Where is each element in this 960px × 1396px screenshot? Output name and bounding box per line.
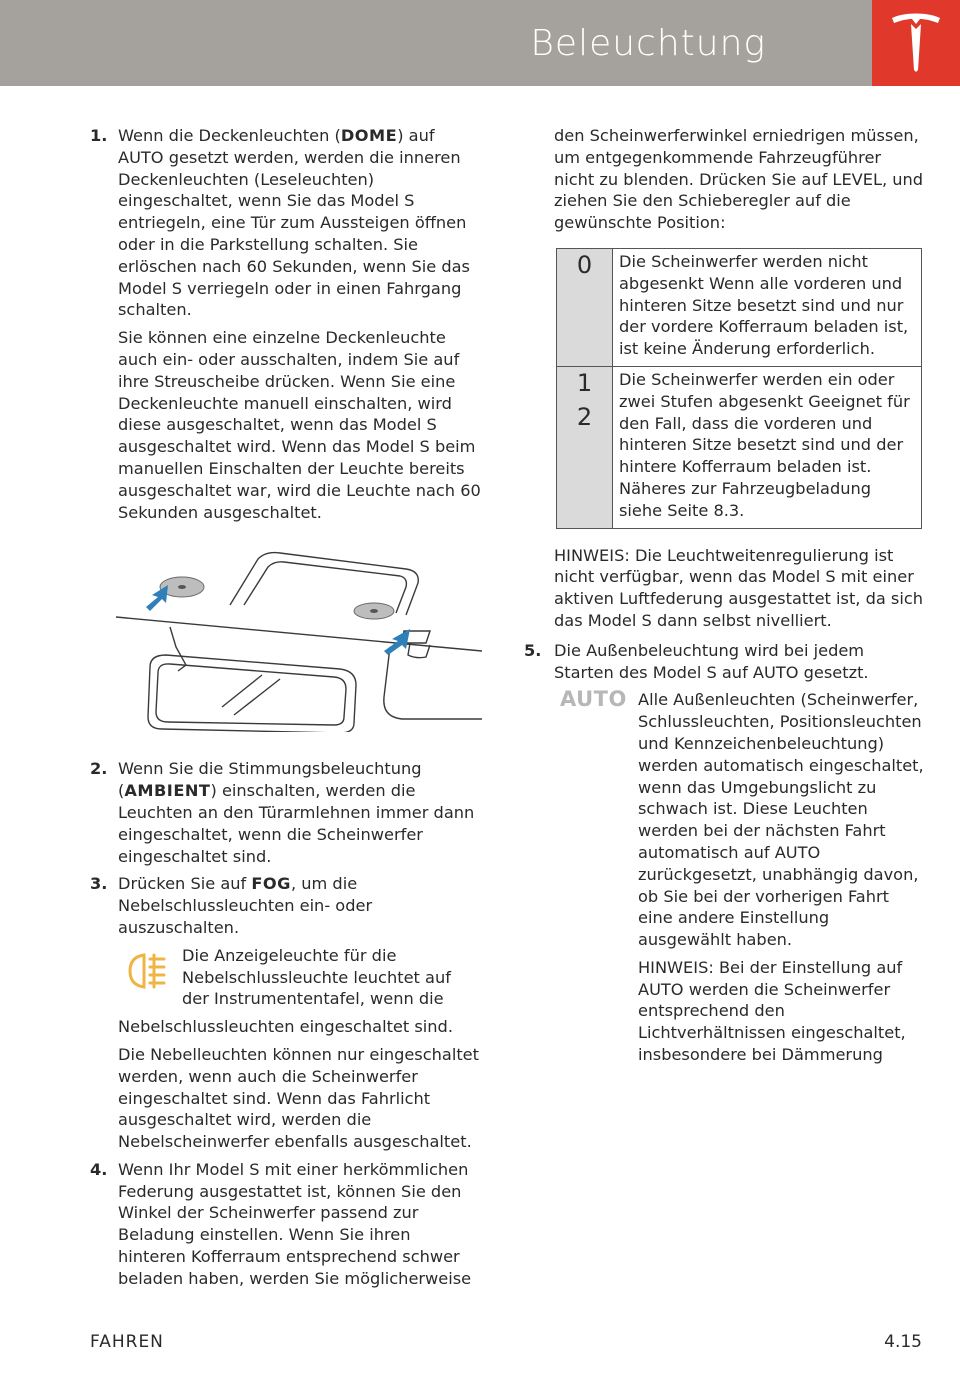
left-column (90, 125, 482, 1296)
item-number: 3. (90, 874, 108, 894)
table-row (557, 366, 922, 528)
note-text: HINWEIS: Die Leuchtweitenregulierung ist nicht verfügbar, wenn das Model S mit einer aktiven Luftfederung ausgestattet ist, da sich das Model S dann selbst nivelliert. (554, 545, 924, 630)
header-band (0, 0, 872, 86)
fog-note-text-cont: Nebelschlussleuchten eingeschaltet sind. (118, 1017, 453, 1037)
item-number: 2. (90, 759, 108, 779)
level-symbol: 2 (576, 402, 593, 431)
text-post: ) einschalten, werden die Leuchten an den Türarmlehnen immer dann eingeschaltet, wenn die Scheinwerfer eingeschaltet sind. (118, 781, 475, 866)
keyword-ambient: AMBIENT (124, 781, 211, 801)
auto-icon: AUTO (560, 687, 627, 712)
footer-section: FAHREN (90, 1332, 164, 1352)
text-post: , um die Nebelschlussleuchten ein- oder auszuschalten. (118, 874, 373, 937)
list-item-3 (90, 873, 482, 1153)
level-symbol: 1 (576, 368, 593, 397)
tesla-logo (872, 0, 960, 86)
level-symbol: 0 (557, 248, 613, 366)
text-pre: Wenn die Deckenleuchten ( (118, 126, 341, 145)
level-description: Die Scheinwerfer werden ein oder zwei Stufen abgesenkt Geeignet für den Fall, dass die vorderen und hinteren Sitze besetzt sind und der hintere Kofferraum beladen ist. Näheres zur Fahrzeugbeladung siehe Seite 8.3. (613, 366, 922, 528)
auto-text: Alle Außenleuchten (Scheinwerfer, Schlussleuchten, Positionsleuchten und Kennzeichenbeleuchtung) werden automatisch eingeschaltet, wenn das Umgebungslicht zu schwach ist. Diese Leuchten werden bei der nächsten Fahrt automatisch auf AUTO zurückgesetzt, unabhängig davon, ob Sie bei der vorherigen Fahrt eine andere Einstellung ausgewählt haben. (638, 690, 924, 950)
list-item-1 (90, 125, 482, 523)
auto-block (524, 689, 924, 1066)
item-text (118, 873, 482, 938)
text-pre: Drücken Sie auf (118, 874, 252, 894)
auto-note: HINWEIS: Bei der Einstellung auf AUTO werden die Scheinwerfer entsprechend den Lichtverhältnissen eingeschaltet, insbesondere bei Dämmerung (638, 957, 906, 1065)
item-text: Die Außenbeleuchtung wird bei jedem Starten des Model S auf AUTO gesetzt. (554, 640, 869, 682)
item-number: 5. (524, 640, 542, 660)
item-number: 1. (90, 126, 108, 145)
list-item-2 (90, 758, 482, 867)
dome-light-illustration (90, 547, 482, 732)
item-text (118, 125, 482, 321)
level-description: Die Scheinwerfer werden nicht abgesenkt Wenn alle vorderen und hinteren Sitze besetzt sind und nur der vordere Kofferraum beladen ist, ist keine Änderung erforderlich. (613, 248, 922, 366)
keyword-fog: FOG (251, 874, 291, 894)
item-text: Wenn Ihr Model S mit einer herkömmlichen Federung ausgestattet ist, können Sie den Winkel der Scheinwerfer passend zur Beladung einstellen. Wenn Sie ihren hinteren Kofferraum entsprechend schwer beladen haben, werden Sie möglicherweise (118, 1159, 472, 1288)
item-paragraph: Die Nebelleuchten können nur eingeschaltet werden, wenn auch die Scheinwerfer eingeschaltet sind. Wenn das Fahrlicht ausgeschaltet wird, werden die Nebelscheinwerfer ebenfalls ausgeschaltet. (118, 1044, 479, 1152)
tesla-logo-icon (890, 12, 942, 74)
list-item-5 (524, 640, 924, 684)
fog-note-text: Die Anzeigeleuchte für die Nebelschlussleuchte leuchtet auf der Instrumententafel, wenn die (182, 945, 451, 1009)
list-item-4 (90, 1159, 482, 1290)
arrow-left-indicator (146, 585, 168, 611)
table-row (557, 248, 922, 366)
item-text (118, 758, 482, 867)
item-paragraph: Sie können eine einzelne Deckenleuchte auch ein- oder ausschalten, indem Sie auf ihre Streuscheibe drücken. Wenn Sie eine Deckenleuchte manuell einschalten, wird diese ausgeschaltet, wenn das Model S ausgeschaltet wird. Wenn das Model S beim manuellen Einschalten der Leuchte bereits ausgeschaltet war, wird die Leuchte nach 60 Sekunden ausgeschaltet. (118, 328, 481, 522)
rear-fog-light-icon (126, 949, 168, 993)
item-number: 4. (90, 1159, 108, 1179)
fog-indicator-note (118, 945, 482, 1038)
keyword-dome: DOME (340, 126, 398, 145)
footer-page-number: 4.15 (884, 1332, 922, 1352)
right-column (524, 125, 924, 1072)
page-title: Beleuchtung (530, 23, 766, 64)
text-post: ) auf AUTO gesetzt werden, werden die inneren Deckenleuchten (Leseleuchten) eingeschaltet, wenn Sie das Model S entriegeln, eine Tür zum Aussteigen öffnen oder in die Parkstellung schalten. Sie erlöschen nach 60 Sekunden, wenn Sie das Model S verriegeln oder in einen Fahrgang schalten. (118, 126, 470, 320)
interior-roof-drawing (90, 547, 482, 732)
level-table (556, 248, 922, 529)
level-symbol-cell (557, 366, 613, 528)
continuation-text: den Scheinwerferwinkel erniedrigen müssen, um entgegenkommende Fahrzeugführer nicht zu blenden. Drücken Sie auf LEVEL, und ziehen Sie den Schieberegler auf die gewünschte Position: (554, 126, 924, 233)
text-pre: Wenn Sie die Stimmungsbeleuchtung ( (118, 759, 422, 801)
